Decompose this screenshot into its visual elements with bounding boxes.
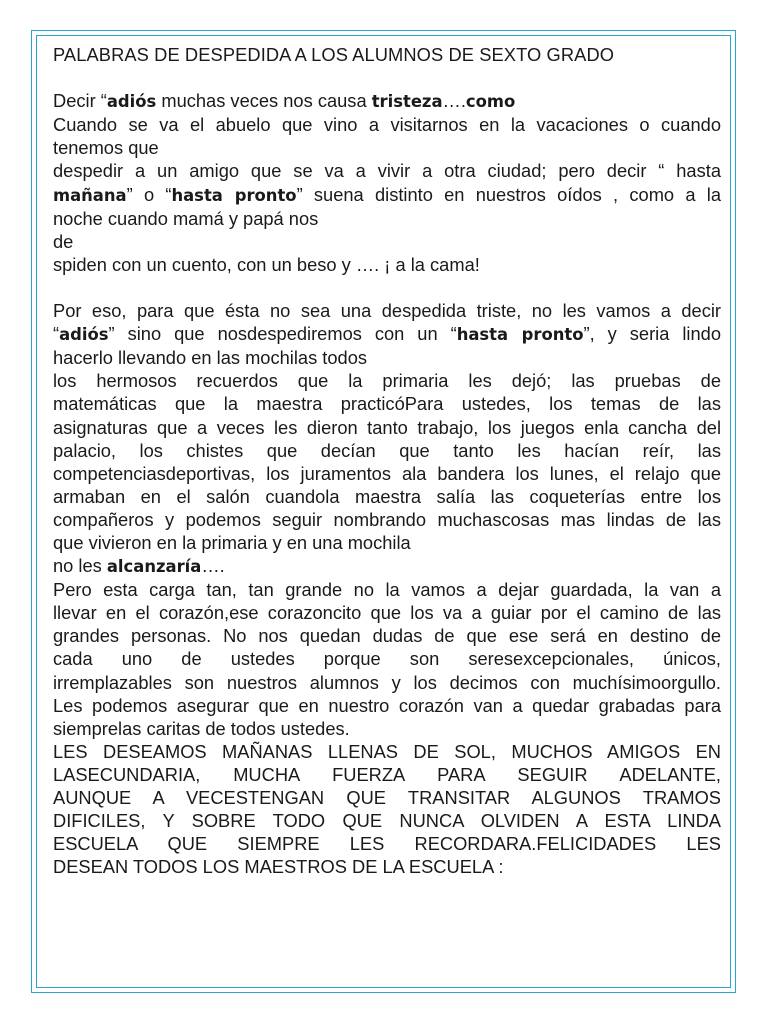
text-run: ” o “ — [126, 183, 172, 205]
text-line: DESEAN TODOS LOS MAESTROS DE LA ESCUELA : — [53, 856, 504, 878]
text-line: DIFICILES, Y SOBRE TODO QUE NUNCA OLVIDEN A ESTA LINDA — [53, 810, 721, 832]
text-line: competenciasdeportivas, los juramentos ala bandera los lunes, el relajo que — [53, 462, 721, 484]
text-line: armaban en el salón cuandola maestra salía las coqueterías entre los — [53, 485, 721, 507]
spacer — [53, 66, 721, 89]
text-line: noche cuando mamá y papá nos — [53, 207, 319, 229]
text-line: cada uno de ustedes porque son seresexcepcionales, únicos, — [53, 648, 721, 670]
text-run: muchas veces nos causa — [156, 90, 372, 112]
spacer — [53, 276, 721, 299]
text-line: ESCUELA QUE SIEMPRE LES RECORDARA.FELICIDADES LES — [53, 833, 721, 855]
text-line: asignaturas que a veces les dieron tanto trabajo, los juegos enla cancha del — [53, 416, 721, 438]
text-line: spiden con un cuento, con un beso y …. ¡ a la cama! — [53, 253, 480, 275]
bold-word: tristeza — [371, 92, 443, 112]
text-line: tenemos que — [53, 137, 159, 159]
bold-word: adiós — [59, 325, 109, 345]
text-run: no les — [53, 555, 107, 577]
bold-word: mañana — [53, 185, 127, 205]
text-run: …. — [442, 90, 466, 112]
text-run: …. — [201, 555, 225, 577]
text-line — [53, 89, 721, 113]
text-line: irremplazables son nuestros alumnos y los decimos con muchísimoorgullo. — [53, 671, 721, 693]
text-line: LASECUNDARIA, MUCHA FUERZA PARA SEGUIR ADELANTE, — [53, 763, 721, 785]
text-line: Pero esta carga tan, tan grande no la vamos a dejar guardada, la van a — [53, 579, 721, 601]
text-line — [53, 183, 721, 207]
text-line: Les podemos asegurar que en nuestro corazón van a quedar grabadas para — [53, 694, 721, 716]
text-line — [53, 322, 721, 346]
bold-word: hasta pronto — [171, 185, 297, 205]
text-line: AUNQUE A VECESTENGAN QUE TRANSITAR ALGUNOS TRAMOS — [53, 787, 721, 808]
text-line: palacio, los chistes que decían que tanto les hacían reír, las — [53, 439, 721, 461]
text-line: los hermosos recuerdos que la primaria les dejó; las pruebas de — [53, 370, 721, 392]
bold-word: como — [465, 92, 516, 112]
text-line: compañeros y podemos seguir nombrando muchascosas mas lindas de las — [53, 508, 721, 530]
bold-word: adiós — [106, 92, 157, 112]
text-line: hacerlo llevando en las mochilas todos — [53, 347, 368, 369]
text-line: siemprelas caritas de todos ustedes. — [53, 717, 350, 739]
text-line: llevar en el corazón,ese corazoncito que los va a guiar por el camino de las — [53, 602, 721, 624]
text-line: de — [53, 230, 74, 252]
bold-word: alcanzaría — [106, 557, 202, 577]
text-line — [53, 554, 721, 578]
text-line: matemáticas que la maestra practicóPara ustedes, los temas de las — [53, 393, 721, 415]
document-body — [53, 43, 721, 878]
bold-word: hasta pronto — [456, 325, 584, 345]
text-line: LES DESEAMOS MAÑANAS LLENAS DE SOL, MUCHOS AMIGOS EN — [53, 740, 721, 762]
text-run: Decir “ — [53, 90, 107, 112]
text-run: ” sino que nosdespediremos con un “ — [108, 323, 457, 345]
text-line: Cuando se va el abuelo que vino a visitarnos en la vacaciones o cuando — [53, 114, 721, 136]
text-line: despedir a un amigo que se va a vivir a otra ciudad; pero decir “ hasta — [53, 160, 721, 182]
text-run: “ — [53, 323, 60, 345]
text-run: ” suena distinto en nuestros oídos , como a la — [296, 183, 721, 205]
text-line: que vivieron en la primaria y en una mochila — [53, 531, 411, 553]
text-run: ”, y seria lindo — [583, 323, 721, 345]
text-line: Por eso, para que ésta no sea una despedida triste, no les vamos a decir — [53, 300, 721, 322]
document-title: PALABRAS DE DESPEDIDA A LOS ALUMNOS DE SEXTO GRADO — [53, 44, 615, 65]
text-line: grandes personas. No nos quedan dudas de que ese será en destino de — [53, 625, 721, 647]
